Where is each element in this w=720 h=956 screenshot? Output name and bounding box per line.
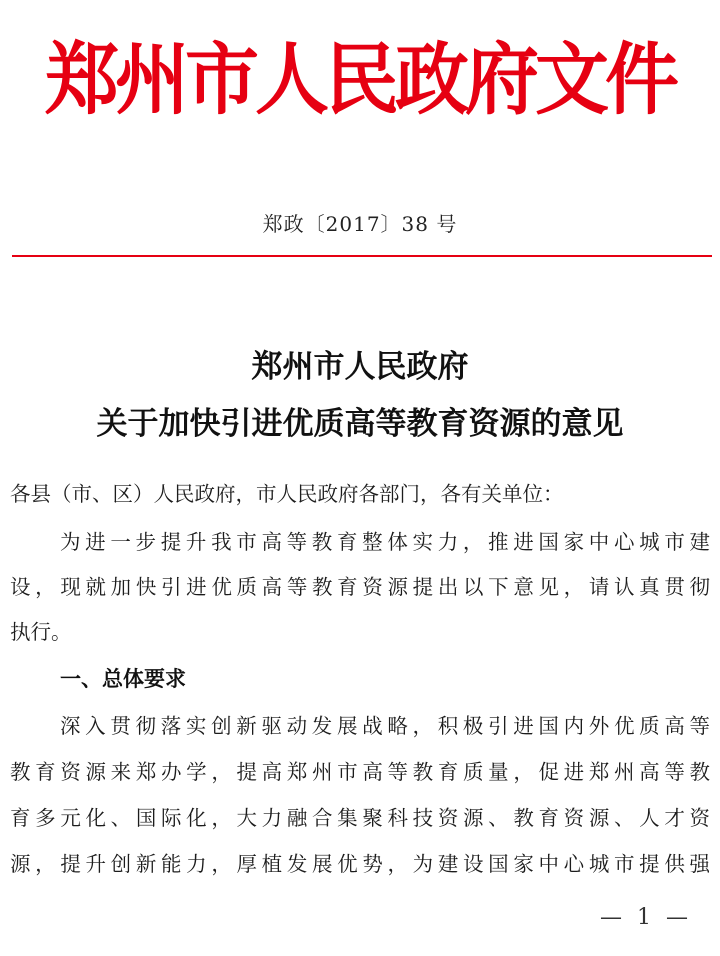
document-title-line-2: 关于加快引进优质高等教育资源的意见: [96, 406, 624, 442]
section-paragraph-line: 育多元化、国际化，大力融合集聚科技资源、教育资源、人才资: [10, 806, 710, 830]
section-paragraph-line: 教育资源来郑办学，提高郑州市高等教育质量，促进郑州高等教: [10, 760, 710, 784]
intro-paragraph-line: 为进一步提升我市高等教育整体实力，推进国家中心城市建: [60, 530, 710, 554]
document-number: 郑政〔2017〕38 号: [262, 212, 458, 236]
section-heading-general-requirements: 一、总体要求: [60, 667, 186, 691]
document-header-title: 郑州市人民政府文件: [45, 34, 675, 126]
intro-paragraph-line: 执行。: [10, 620, 72, 644]
document-title-line-1: 郑州市人民政府: [251, 349, 469, 385]
intro-paragraph-line: 设，现就加快引进优质高等教育资源提出以下意见，请认真贯彻: [10, 575, 710, 599]
section-paragraph-line: 深入贯彻落实创新驱动发展战略，积极引进国内外优质高等: [60, 714, 710, 738]
page-number: — 1 —: [600, 905, 692, 930]
salutation: 各县（市、区）人民政府，市人民政府各部门，各有关单位：: [10, 482, 564, 506]
red-separator-line: [12, 255, 712, 257]
section-paragraph-line: 源，提升创新能力，厚植发展优势，为建设国家中心城市提供强: [10, 852, 710, 876]
